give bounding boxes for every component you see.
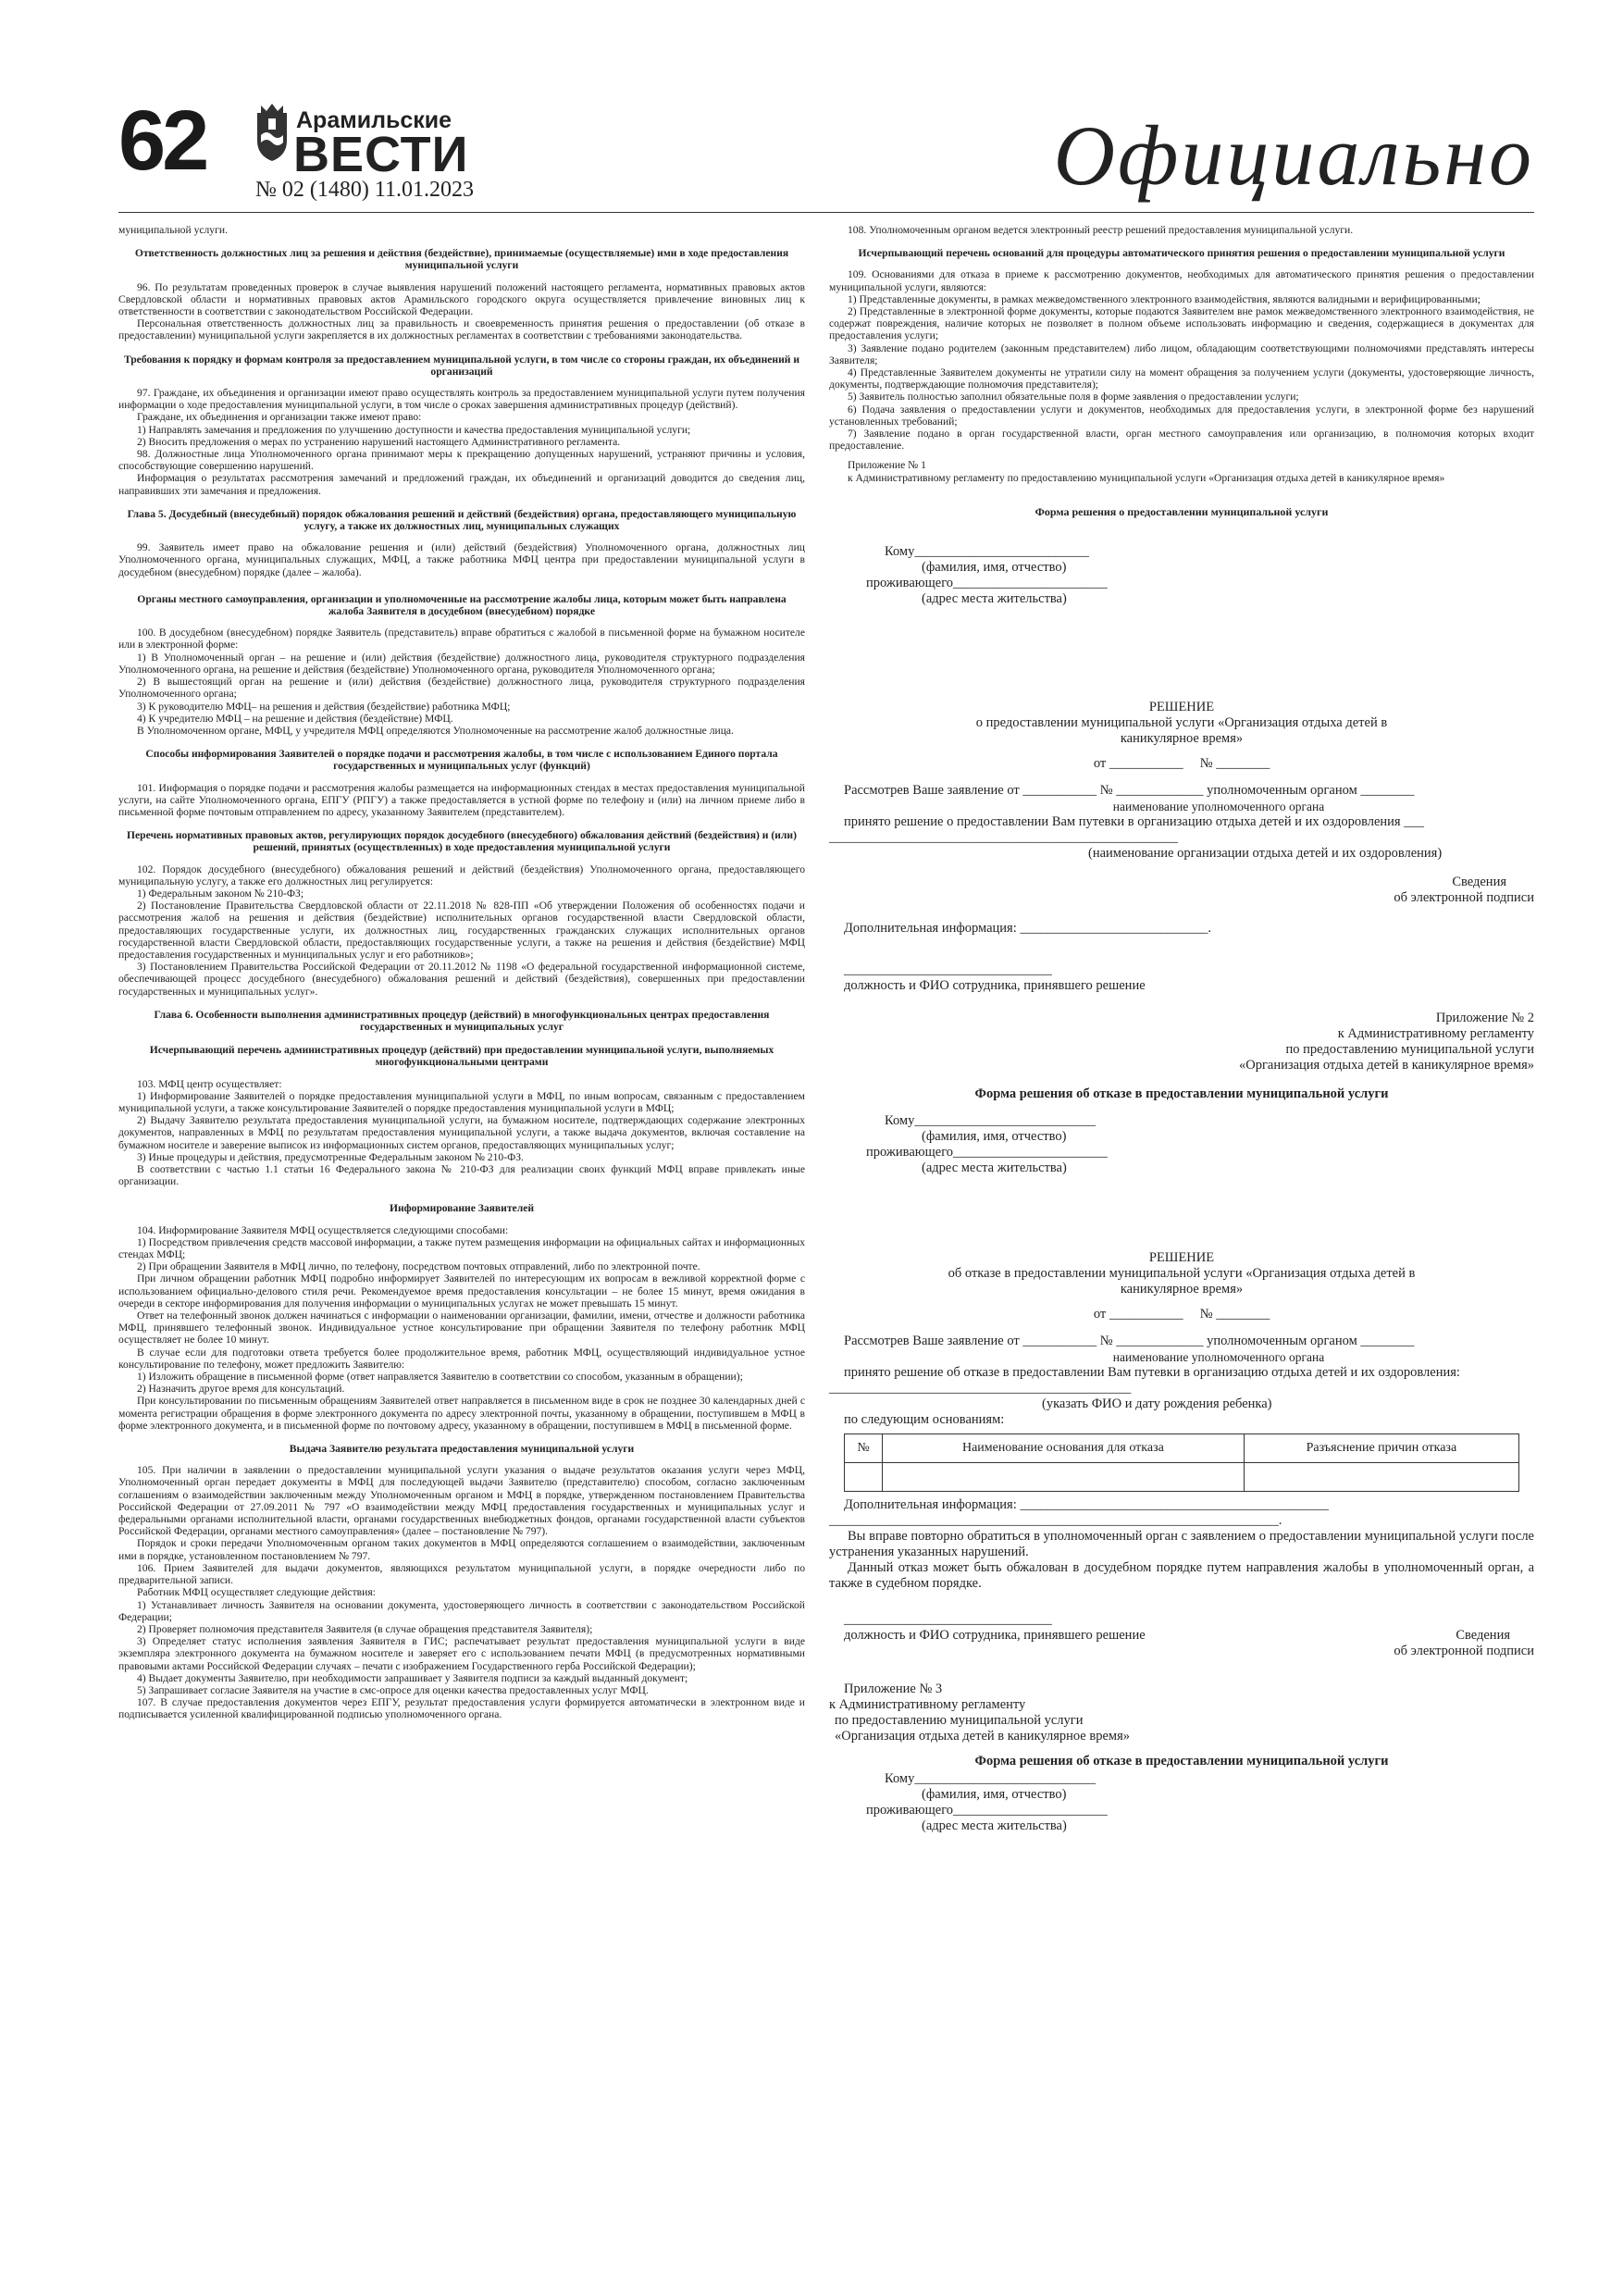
paragraph-109b: 2) Представленные в электронной форме документы, которые подаются Заявителем вне рамок межведомственного электронного взаимодействия, не содержат повреждения, наличие которых не позволяет в полном объеме использовать информацию и сведения, содержащиеся в документах для предоставления услуги; [829, 305, 1534, 342]
additional-info-label: Дополнительная информация: [844, 920, 1017, 936]
appendix-3-ref-c: «Организация отдыха детей в каникулярное время» [835, 1728, 1130, 1744]
date-from-label: от [1093, 755, 1107, 771]
heading-mfc-procedures: Исчерпывающий перечень административных процедур (действий) при предоставлении муниципальной услуги, выполняемых многофункциональными центрами [149, 1044, 774, 1069]
authority-label: уполномоченным органом [1207, 782, 1357, 798]
paragraph-102c: 3) Постановлением Правительства Российской Федерации от 20.11.2012 № 1198 «О федеральной государственной информационной системе, обеспечивающей процесс досудебного (внесудебного) обжалования решений и действий (бездействия), совершенных при предоставлении государственных и муниципальных услуг». [118, 961, 805, 998]
paragraph-103a: 1) Информирование Заявителей о порядке предоставления муниципальной услуги в МФЦ, по иным вопросам, связанным с предоставлением муниципальной услуги, а также консультирование Заявителей о порядке предоставления муниципальной услуги в МФЦ; [118, 1089, 805, 1114]
section-title: Официально [1053, 108, 1534, 203]
right-column [829, 224, 1534, 1834]
fio-label-2: (фамилия, имя, отчество) [922, 1128, 1067, 1144]
paragraph-104f: 1) Изложить обращение в письменной форме (ответ направляется Заявителю в соответствии со способом, указанным в обращении); [137, 1371, 743, 1384]
paragraph-107: 107. В случае предоставления документов через ЕПГУ, результат предоставления услуги формируется автоматически в электронном виде и подписывается усиленной квалифицированной подписью уполномоченного органа. [118, 1696, 805, 1721]
date-from-label-2: от [1093, 1306, 1107, 1322]
paragraph-97b: 1) Направлять замечания и предложения по улучшению доступности и качества предоставления муниципальной услуги; [137, 423, 691, 436]
paragraph-96b: Персональная ответственность должностных лиц за правильность и своевременность принятия решения о предоставлении (об отказе в предоставлении) муниципальной услуги закрепляется в их должностных регламентах в соответствии с требованиями законодательства. [118, 317, 805, 342]
table-header-explanation: Разъяснение причин отказа [1244, 1433, 1518, 1462]
paragraph-104: 104. Информирование Заявителя МФЦ осуществляется следующими способами: [137, 1223, 509, 1236]
paragraph-103c: 3) Иные процедуры и действия, предусмотренные Федеральным законом № 210-ФЗ. [137, 1150, 524, 1163]
form-2-recipient: Кому___________________________ (фамилия, имя, отчество) проживающего_______________________ (адрес места жительства) [829, 1113, 1534, 1176]
paragraph-105: 105. При наличии в заявлении о предоставлении муниципальной услуги указания о выдаче результатов оказания услуги через МФЦ, Уполномоченный орган передает документы в МФЦ для последующей выдачи Заявителю (представителю) способом, согласно заключенным соглашениям о взаимодействии заключенным между Уполномоченным органом и МФЦ в порядке, утвержденном постановлением Правительства Российской Федерации от 27.09.2011 № 797 «О взаимодействии между МФЦ предоставления государственных и муниципальных услуг и федеральными органами исполнительной власти, органами государственных внебюджетных фондов, органами государственной власти субъектов Российской Федерации, органами местного самоуправления» (далее – постановление № 797). [118, 1464, 805, 1538]
paragraph-98b: Информация о результатах рассмотрения замечаний и предложений граждан, их объединений и организаций доводится до сведения лиц, направивших эти замечания и предложения. [118, 472, 805, 497]
resident-label: проживающего [866, 575, 954, 590]
signature-info-2: об электронной подписи [1394, 889, 1534, 905]
left-column [118, 224, 805, 1721]
org-name-caption: (наименование организации отдыха детей и их оздоровления) [1088, 845, 1443, 861]
appendix-2-ref-b: по предоставлению муниципальной услуги [1285, 1041, 1534, 1057]
decision-1-title: РЕШЕНИЕ [1148, 699, 1215, 714]
paragraph-100b: 2) В вышестоящий орган на решение и (или) действия (бездействие) должностного лица, руководителя структурного подразделения Уполномоченного органа; [118, 676, 805, 701]
decision-2-subtitle: об отказе в предоставлении муниципальной услуги «Организация отдыха детей в каникулярное время» [948, 1265, 1416, 1297]
to-label: Кому [885, 543, 915, 559]
appendix-2-ref-a: к Административному регламенту [1337, 1025, 1534, 1041]
heading-informing: Информирование Заявителей [389, 1202, 535, 1215]
to-label-3: Кому [885, 1770, 915, 1786]
paragraph-100: 100. В досудебном (внесудебном) порядке Заявитель (представитель) вправе обратиться с жалобой в письменной форме на бумажном носителе или в электронной форме: [118, 627, 805, 652]
signature-info-4: об электронной подписи [1394, 1643, 1534, 1658]
paragraph-104b: 2) При обращении Заявителя в МФЦ лично, по телефону, посредством почтовых отправлений, либо по электронной почте. [137, 1260, 700, 1273]
paragraph-102b: 2) Постановление Правительства Свердловской области от 22.11.2018 № 828-ПП «Об утверждении Положения об особенностях подачи и рассмотрения жалоб на решения и действия (бездействие) исполнительных органов государственной власти Свердловской области, предоставляющих государственные услуги, их должностных лиц, государственных гражданских служащих исполнительных органов государственной власти Свердловской области, предоставляющих государственные услуги, а также на решения и действия (бездействие) МФЦ предоставления государственных и муниципальных услуг и его работников»; [118, 900, 805, 961]
decision-1-text: принято решение о предоставлении Вам путевки в организацию отдыха детей и их оздоровления [844, 813, 1401, 829]
paragraph-103d: В соответствии с частью 1.1 статьи 16 Федерального закона № 210-ФЗ для реализации своих функций МФЦ вправе привлекать иные организации. [118, 1163, 805, 1188]
child-name-caption: (указать ФИО и дату рождения ребенка) [1042, 1396, 1272, 1411]
table-header-number: № [845, 1433, 883, 1462]
grounds-table [844, 1433, 1519, 1492]
authority-label-2: уполномоченным органом [1207, 1333, 1357, 1348]
paragraph-108: 108. Уполномоченным органом ведется электронный реестр решений предоставления муниципальной услуги. [848, 224, 1354, 236]
appeal-text: Данный отказ может быть обжалован в досудебном порядке путем направления жалобы в уполномоченный орган, а также в судебном порядке. [829, 1559, 1534, 1591]
paragraph-104e: В случае если для подготовки ответа требуется более продолжительное время, работник МФЦ, осуществляющий индивидуальное устное консультирование по телефону, может предложить Заявителю: [118, 1346, 805, 1371]
appendix-3-ref-a: к Административному регламенту [829, 1696, 1026, 1712]
heading-result-issuance: Выдача Заявителю результата предоставления муниципальной услуги [289, 1443, 635, 1456]
paragraph-101: 101. Информация о порядке подачи и рассмотрения жалобы размещается на информационных стендах в местах предоставления муниципальной услуги, на сайте Уполномоченного органа, ЕПГУ (РПГУ) а также предоставляется в устной форме по телефону и (или) на личном приеме либо в письменной форме почтовым отправлением по адресу, указанному Заявителем (представителем). [118, 781, 805, 818]
brand-subtitle: Арамильские [296, 107, 452, 133]
decision-1-subtitle: о предоставлении муниципальной услуги «Организация отдыха детей в каникулярное время» [975, 714, 1388, 746]
paragraph-109: 109. Основаниями для отказа в приеме к рассмотрению документов, необходимых для автоматического принятия решения о предоставлении муниципальной услуги, являются: [829, 268, 1534, 293]
heading-chapter-5: Глава 5. Досудебный (внесудебный) порядок обжалования решений и действий (бездействия) органа, предоставляющего муниципальную услугу, а также их должностных лиц, муниципальных служащих [127, 507, 797, 533]
form-1: Форма решения о предоставлении муниципальной услуги Кому__________________________ (фамилия, имя, отчество) проживающего_______________________ (адрес места жительства) РЕШЕНИЕ о предоставлении муниципальной услуги «Организация отдыха детей в каникулярное время» от ___________ № ________ Рассмотрев Ваше заявление от ___________ № _____________ уполномоченным органом ________ наименование уполномоченного органа принято решение о предоставлении Вам путевки в организацию отдыха детей и их оздоровления ___ ____________________________________________________ (наименование организации отдыха детей и их оздоровления) Сведения об электронной подписи Дополнительная информация: ____________________________. _______________________________ должность и ФИО сотрудника, принявшего решение Приложение № 2 к Административному регламенту по предоставлению муниципальной услуги «Организация отдыха детей в каникулярное время» Форма решения об отказе в предоставлении муниципальной услуги Кому___________________________ (фамилия, имя, отчество) проживающего_______________________ (адрес места жительства) РЕШЕНИЕ об отказе в предоставлении муниципальной услуги «Организация отдыха детей в каникулярное время» от ___________ № ________ Рассмотрев Ваше заявление от ___________ № _____________ уполномоченным органом ________ наименование уполномоченного органа принято решение об отказе в предоставлении Вам путевки в организацию отдыха детей и их оздоровления: _____________________________________________ (указать ФИО и дату рождения ребенка) по следующим основаниям: № Наименование основания для отказа Разъяснение причин отказа Дополнительная информация: ______________________________________________ ___________________________________________________________________. Вы вправе повторно обратиться в уполномоченный орган с заявлением о предоставлении муниципальной услуги после устранения указанных нарушений. Данный отказ может быть обжалован в досудебном порядке путем направления жалобы в уполномоченный орган, а также в судебном порядке. _______________________________ должность и ФИО сотрудника, принявшего решение Сведения об электронной подписи Приложение № 3 к Административному регламенту по предоставлению муниципальной услуги «Организация отдыха детей в каникулярное время» Форма решения об отказе в предоставлении муниципальной услуги Кому___________________________ (фамилия, имя, отчество) проживающего_______________________ (адрес места жительства) [829, 504, 1534, 1833]
application-from-label-2: Рассмотрев Ваше заявление от [844, 1333, 1020, 1348]
coat-of-arms-icon [255, 104, 289, 163]
paragraph-97a: Граждане, их объединения и организации также имеют право: [137, 411, 422, 424]
paragraph-109a: 1) Представленные документы, в рамках межведомственного электронного взаимодействия, являются валидными и верифицированными; [848, 292, 1481, 305]
form-1-title: Форма решения о предоставлении муниципальной услуги [1035, 504, 1329, 518]
paragraph-102: 102. Порядок досудебного (внесудебного) обжалования решений и действий (бездействия) Уполномоченного органа, предоставляющего муниципальную услугу, а также его должностных лиц регулируется: [118, 863, 805, 887]
paragraph-100e: В Уполномоченном органе, МФЦ, у учредителя МФЦ определяются Уполномоченные на рассмотрение жалоб должностные лица. [137, 724, 734, 737]
appendix-3-ref-b: по предоставлению муниципальной услуги [835, 1712, 1084, 1728]
paragraph-109g: 7) Заявление подано в орган государственной власти, орган местного самоуправления или организацию, в полномочия которых входит предоставление. [829, 428, 1534, 453]
official-position-caption: должность и ФИО сотрудника, принявшего решение [844, 977, 1146, 993]
appendix-2-label: Приложение № 2 [1435, 1010, 1534, 1025]
paragraph-100d: 4) К учредителю МФЦ – на решение и действия (бездействие) МФЦ. [137, 712, 453, 725]
paragraph-103: 103. МФЦ центр осуществляет: [137, 1077, 282, 1090]
paragraph-106d: 3) Определяет статус исполнения заявления Заявителя в ГИС; распечатывает результат предоставления муниципальной услуги в виде экземпляра электронного документа на бумажном носителе и заверяет его с использованием печати МФЦ (в предусмотренных нормативными правовыми актами Российской Федерации случаях – печати с изображением Государственного герба Российской Федерации); [118, 1635, 805, 1672]
paragraph-96: 96. По результатам проведенных проверок в случае выявления нарушений положений настоящего регламента, нормативных правовых актов Свердловской области и нормативных правовых актов Арамильского городского округа осуществляется привлечение виновных лиц к ответственности в соответствии с законодательством Российской Федерации. [118, 280, 805, 318]
paragraph-106c: 2) Проверяет полномочия представителя Заявителя (в случае обращения представителя Заявителя); [137, 1622, 593, 1635]
paragraph-99: 99. Заявитель имеет право на обжалование решения и (или) действий (бездействия) Уполномоченного органа, должностных лиц Уполномоченного органа, муниципальных служащих, МФЦ, а также работника МФЦ центра при предоставлении муниципальной услуги в досудебном (внесудебном) порядке (далее – жалоба). [118, 541, 805, 578]
heading-normative-acts: Перечень нормативных правовых актов, регулирующих порядок досудебного (внесудебного) обжалования действий (бездействия) и (или) решений, принятых (осуществленных) в ходе предоставления муниципальной услуги [127, 829, 797, 854]
appendix-2-ref-c: «Организация отдыха детей в каникулярное время» [1239, 1057, 1534, 1073]
intro-text: муниципальной услуги. [118, 224, 228, 236]
signature-info-1: Сведения [1452, 874, 1506, 889]
decision-2-text: принято решение об отказе в предоставлении Вам путевки в организацию отдыха детей и их оздоровления: [844, 1364, 1460, 1380]
paragraph-106f: 5) Запрашивает согласие Заявителя на участие в смс-опросе для оценки качества предоставленных услуг МФЦ. [137, 1683, 649, 1696]
paragraph-106: 106. Прием Заявителей для выдачи документов, являющихся результатом муниципальной услуги, в порядке очередности либо по предварительной записи. [118, 1561, 805, 1587]
address-label-3: (адрес места жительства) [922, 1818, 1067, 1833]
paragraph-104g: 2) Назначить другое время для консультаций. [137, 1383, 345, 1396]
heading-auto-decision: Исчерпывающий перечень оснований для процедуры автоматического принятия решения о предоставлении муниципальной услуги [858, 247, 1505, 260]
resident-label-3: проживающего [866, 1802, 954, 1818]
number-label: № [1199, 755, 1213, 771]
paragraph-104a: 1) Посредством привлечения средств массовой информации, а также путем размещения информации на официальных сайтах и информационных стендах МФЦ; [118, 1235, 805, 1261]
signature-info-3: Сведения [1456, 1627, 1510, 1643]
table-row [845, 1462, 1519, 1491]
paragraph-106e: 4) Выдает документы Заявителю, при необходимости запрашивает у Заявителя подписи за каждый выданный документ; [137, 1671, 688, 1684]
paragraph-105a: Порядок и сроки передачи Уполномоченным органом таких документов в МФЦ определяются соглашением о взаимодействии, заключенным ими в порядке, установленном постановлением № 797. [118, 1537, 805, 1562]
paragraph-109c: 3) Заявление подано родителем (законным представителем) либо лицом, обладающим соответствующими полномочиями представлять интересы Заявителя; [829, 341, 1534, 366]
paragraph-97c: 2) Вносить предложения о мерах по устранению нарушений настоящего Административного регламента. [137, 435, 621, 448]
paragraph-100c: 3) К руководителю МФЦ– на решения и действия (бездействие) работника МФЦ; [137, 700, 511, 713]
header-rule [118, 212, 1534, 213]
paragraph-104d: Ответ на телефонный звонок должен начинаться с информации о наименовании организации, фамилии, имени, отчестве и должности работника МФЦ, принявшего телефонный звонок. Индивидуальное устное консультирование при обращении Заявителя по телефону работник МФЦ осуществляет не более 10 минут. [118, 1309, 805, 1347]
heading-chapter-6: Глава 6. Особенности выполнения административных процедур (действий) в многофункциональных центрах предоставления государственных и муниципальных услуг [154, 1008, 770, 1033]
heading-control: Требования к порядку и формам контроля за предоставлением муниципальной услуги, в том числе со стороны граждан, их объединений и организаций [123, 353, 800, 378]
paragraph-106a: Работник МФЦ осуществляет следующие действия: [137, 1586, 376, 1599]
form-1-recipient: Кому__________________________ (фамилия, имя, отчество) проживающего_______________________ (адрес места жительства) [829, 544, 1534, 607]
number-label-2: № [1199, 1306, 1213, 1322]
heading-informing-methods: Способы информирования Заявителей о порядке подачи и рассмотрения жалобы, в том числе с использованием Единого портала государственных и муниципальных услуг (функций) [145, 748, 778, 773]
issue-number: № 02 (1480) 11.01.2023 [255, 178, 474, 202]
paragraph-104h: При консультировании по письменным обращениям Заявителей ответ направляется в письменном виде в срок не позднее 30 календарных дней с момента регистрации обращения в форме электронного документа по адресу электронной почты, указанному в обращении, поступившем в МФЦ в форме электронного документа, и в письменной форме по почтовому адресу, указанному в обращении, поступившем в МФЦ в письменной форме. [118, 1395, 805, 1432]
paragraph-97: 97. Граждане, их объединения и организации имеют право осуществлять контроль за предоставлением муниципальной услуги путем получения информации о ходе предоставления муниципальной услуги, в том числе о сроках завершения административных процедур (действий). [118, 387, 805, 412]
form-2-title: Форма решения об отказе в предоставлении муниципальной услуги [974, 1086, 1389, 1101]
additional-info-label-2: Дополнительная информация: [844, 1496, 1017, 1512]
official-position-caption-2: должность и ФИО сотрудника, принявшего решение [844, 1627, 1146, 1643]
heading-complaint-bodies: Органы местного самоуправления, организации и уполномоченные на рассмотрение жалобы лица, которым может быть направлена жалоба Заявителя в досудебном (внесудебном) порядке [137, 592, 787, 618]
decision-2-title: РЕШЕНИЕ [1148, 1249, 1215, 1265]
masthead [118, 93, 1534, 209]
authority-name-caption-2: наименование уполномоченного органа [1112, 1349, 1325, 1364]
fio-label: (фамилия, имя, отчество) [922, 559, 1067, 575]
address-label: (адрес места жительства) [922, 590, 1067, 606]
paragraph-106b: 1) Устанавливает личность Заявителя на основании документа, удостоверяющего личность в соответствии с законодательством Российской Федерации; [118, 1598, 805, 1623]
paragraph-109e: 5) Заявитель полностью заполнил обязательные поля в форме заявления о предоставлении услуги; [848, 391, 1299, 403]
form-3-recipient: Кому___________________________ (фамилия, имя, отчество) проживающего_______________________ (адрес места жительства) [829, 1771, 1534, 1834]
paragraph-100a: 1) В Уполномоченный орган – на решение и (или) действия (бездействие) должностного лица, руководителя структурного подразделения Уполномоченного органа, на решение и действия (бездействие) Уполномоченного органа, руководителя Уполномоченного органа; [118, 651, 805, 676]
paragraph-104c: При личном обращении работник МФЦ подробно информирует Заявителей по интересующим их вопросам в вежливой корректной форме с использованием официально-делового стиля речи. Рекомендуемое время предоставления консультации – не более 15 минут, время ожидания в очереди в секторе информирования для получения информации о муниципальных услугах не может превышать 15 минут. [118, 1272, 805, 1309]
paragraph-103b: 2) Выдачу Заявителю результата предоставления муниципальной услуги, на бумажном носителе, подтверждающих содержание электронных документов, направленных в МФЦ по результатам предоставления муниципальной услуги, а также выдача документов, включая составление на бумажном носителе и заверение выписок из информационных систем органов, предоставляющих муниципальных услуг; [118, 1114, 805, 1151]
appendix-1-ref: к Административному регламенту по предоставлению муниципальной услуги «Организация отдыха детей в каникулярное время» [848, 471, 1445, 484]
appendix-1-label: Приложение № 1 [848, 459, 926, 472]
paragraph-98: 98. Должностные лица Уполномоченного органа принимают меры к прекращению допущенных нарушений, устраняют причины и условия, способствующие совершению нарушений. [118, 448, 805, 473]
paragraph-109d: 4) Представленные Заявителем документы не утратили силу на момент обращения за получением услуги (документы, удостоверяющие личность, документы, подтверждающие полномочия представителя); [829, 366, 1534, 391]
form-3-title: Форма решения об отказе в предоставлении муниципальной услуги [974, 1753, 1389, 1769]
resident-label-2: проживающего [866, 1144, 954, 1160]
to-label-2: Кому [885, 1112, 915, 1128]
application-from-label: Рассмотрев Ваше заявление от [844, 782, 1020, 798]
table-row [845, 1433, 1519, 1462]
authority-name-caption: наименование уполномоченного органа [1112, 799, 1325, 813]
table-header-ground: Наименование основания для отказа [883, 1433, 1245, 1462]
paragraph-102a: 1) Федеральным законом № 210-ФЗ; [137, 887, 304, 900]
page-number: 62 [118, 93, 206, 188]
fio-label-3: (фамилия, имя, отчество) [922, 1786, 1067, 1802]
grounds-label: по следующим основаниям: [844, 1411, 1005, 1427]
paragraph-109f: 6) Подача заявления о предоставлении услуги и документов, необходимых для предоставления услуги, в электронной форме без нарушений установленных требований; [829, 403, 1534, 428]
repeat-appeal-text: Вы вправе повторно обратиться в уполномоченный орган с заявлением о предоставлении муниципальной услуги после устранения указанных нарушений. [829, 1528, 1534, 1559]
heading-responsibility: Ответственность должностных лиц за решения и действия (бездействие), принимаемые (осуществляемые) ими в ходе предоставления муниципальной услуги [134, 247, 789, 272]
brand-title: ВЕСТИ [293, 127, 469, 182]
appendix-3-label: Приложение № 3 [844, 1681, 943, 1696]
address-label-2: (адрес места жительства) [922, 1160, 1067, 1175]
